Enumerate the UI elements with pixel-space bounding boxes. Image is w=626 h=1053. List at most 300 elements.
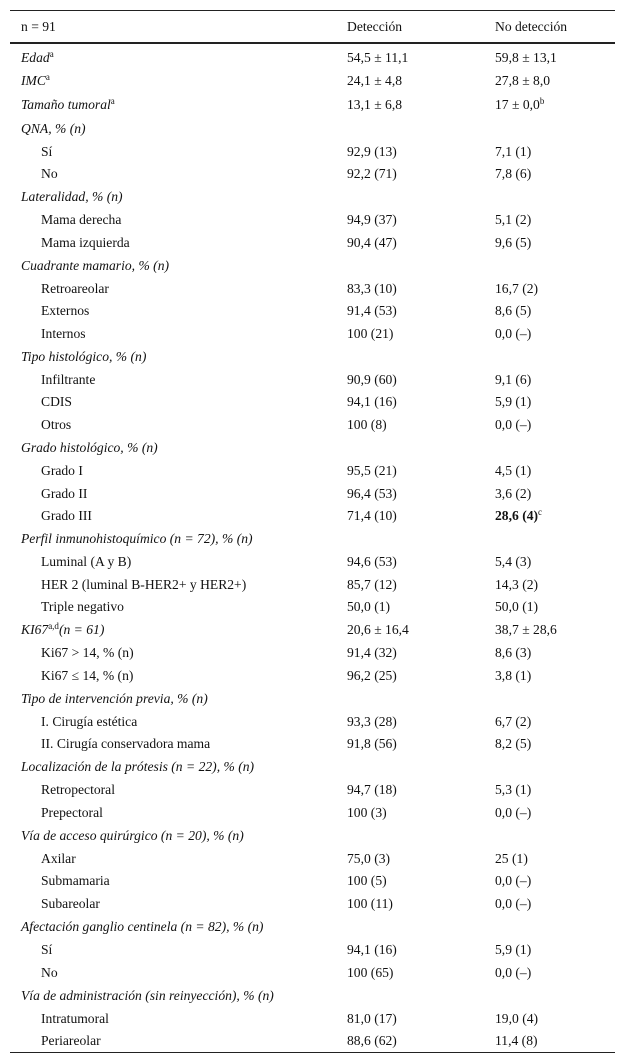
no-deteccion-value-cell <box>495 618 615 642</box>
variable-cell <box>10 300 347 323</box>
variable-cell <box>10 642 347 665</box>
variable-cell <box>10 117 347 141</box>
deteccion-value-cell <box>347 70 495 94</box>
footnote-marker: c <box>538 507 543 517</box>
table-body <box>10 43 615 1052</box>
deteccion-value: 93,3 (28) <box>347 713 397 729</box>
no-deteccion-value: 5,3 (1) <box>495 782 532 798</box>
footnote-marker: b <box>539 95 545 106</box>
variable-label: Subareolar <box>41 895 100 911</box>
variable-cell <box>10 436 347 460</box>
table-row <box>10 939 615 962</box>
variable-label: Lateralidad, % (n) <box>21 189 123 205</box>
deteccion-value-cell <box>347 505 495 528</box>
no-deteccion-value: 59,8 ± 13,1 <box>495 49 557 65</box>
category-row <box>10 915 615 939</box>
deteccion-value: 90,4 (47) <box>347 234 397 250</box>
deteccion-value-cell <box>347 711 495 734</box>
variable-label: Infiltrante <box>41 371 96 387</box>
deteccion-value-cell <box>347 596 495 619</box>
table-row <box>10 596 615 619</box>
variable-label: CDIS <box>41 394 72 410</box>
header-deteccion: Detección <box>347 18 403 34</box>
table-row <box>10 140 615 163</box>
deteccion-value-cell <box>347 43 495 70</box>
deteccion-value-cell <box>347 254 495 278</box>
no-deteccion-value-cell <box>495 345 615 369</box>
variable-cell <box>10 893 347 916</box>
no-deteccion-value-cell <box>495 278 615 301</box>
table-row <box>10 231 615 254</box>
no-deteccion-value-cell <box>495 300 615 323</box>
variable-cell <box>10 140 347 163</box>
footnote-marker: a <box>49 48 54 59</box>
table-row <box>10 323 615 346</box>
deteccion-value: 91,4 (32) <box>347 645 397 661</box>
deteccion-value: 100 (11) <box>347 895 393 911</box>
no-deteccion-value: 6,7 (2) <box>495 713 532 729</box>
no-deteccion-value: 4,5 (1) <box>495 463 532 478</box>
deteccion-value: 91,4 (53) <box>347 303 397 319</box>
no-deteccion-value-cell <box>495 209 615 232</box>
variable-label: Mama derecha <box>41 212 122 228</box>
variable-label: IMC <box>21 73 46 89</box>
no-deteccion-value-cell <box>495 848 615 871</box>
deteccion-value-cell <box>347 369 495 392</box>
no-deteccion-value-cell <box>495 687 615 711</box>
variable-label: Ki67 ≤ 14, % (n) <box>41 667 134 683</box>
deteccion-value: 20,6 ± 16,4 <box>347 622 409 638</box>
category-row <box>10 618 615 642</box>
table-header <box>10 11 615 44</box>
no-deteccion-value: 8,2 (5) <box>495 736 532 752</box>
deteccion-value: 100 (65) <box>347 964 394 980</box>
category-row <box>10 254 615 278</box>
variable-cell <box>10 618 347 642</box>
category-row <box>10 345 615 369</box>
data-table-container <box>10 10 615 1053</box>
no-deteccion-value-cell <box>495 117 615 141</box>
variable-cell <box>10 527 347 551</box>
variable-label: Tamaño tumoral <box>21 96 111 112</box>
deteccion-value-cell <box>347 802 495 825</box>
variable-cell <box>10 278 347 301</box>
no-deteccion-value-cell <box>495 185 615 209</box>
no-deteccion-value: 5,9 (1) <box>495 942 532 958</box>
variable-label: Grado III <box>41 508 92 523</box>
deteccion-value: 100 (5) <box>347 873 387 889</box>
table-row <box>10 460 615 483</box>
variable-cell <box>10 984 347 1008</box>
variable-cell <box>10 687 347 711</box>
deteccion-value-cell <box>347 300 495 323</box>
variable-label: KI67 <box>21 622 49 638</box>
footnote-marker: a <box>110 95 115 106</box>
deteccion-value-cell <box>347 460 495 483</box>
no-deteccion-value-cell <box>495 527 615 551</box>
variable-label: Sí <box>41 143 53 159</box>
variable-label: Afectación ganglio centinela (n = 82), % (n) <box>21 919 264 935</box>
variable-cell <box>10 664 347 687</box>
no-deteccion-value: 0,0 (–) <box>495 325 532 341</box>
no-deteccion-value: 11,4 (8) <box>495 1032 538 1048</box>
table-row <box>10 779 615 802</box>
deteccion-value-cell <box>347 527 495 551</box>
category-row <box>10 984 615 1008</box>
deteccion-value-cell <box>347 642 495 665</box>
variable-label: Externos <box>41 303 90 319</box>
no-deteccion-value: 28,6 (4) <box>495 508 539 523</box>
no-deteccion-value-cell <box>495 369 615 392</box>
no-deteccion-value-cell <box>495 779 615 802</box>
no-deteccion-value-cell <box>495 756 615 780</box>
no-deteccion-value-cell <box>495 961 615 984</box>
deteccion-value: 94,1 (16) <box>347 942 397 958</box>
deteccion-value: 100 (21) <box>347 325 394 341</box>
deteccion-value: 13,1 ± 6,8 <box>347 96 403 112</box>
no-deteccion-value: 17 ± 0,0 <box>495 96 540 112</box>
category-row <box>10 824 615 848</box>
deteccion-value-cell <box>347 893 495 916</box>
deteccion-value-cell <box>347 323 495 346</box>
deteccion-value-cell <box>347 436 495 460</box>
variable-label: Retroareolar <box>41 280 109 296</box>
variable-cell <box>10 163 347 186</box>
no-deteccion-value-cell <box>495 984 615 1008</box>
category-row <box>10 436 615 460</box>
category-row <box>10 70 615 94</box>
no-deteccion-value-cell <box>495 436 615 460</box>
deteccion-value-cell <box>347 140 495 163</box>
deteccion-value-cell <box>347 984 495 1008</box>
no-deteccion-value: 0,0 (–) <box>495 895 532 911</box>
deteccion-value-cell <box>347 915 495 939</box>
variable-cell <box>10 939 347 962</box>
no-deteccion-value-cell <box>495 460 615 483</box>
table-row <box>10 482 615 505</box>
deteccion-value: 50,0 (1) <box>347 599 391 615</box>
no-deteccion-value-cell <box>495 323 615 346</box>
no-deteccion-value-cell <box>495 733 615 756</box>
no-deteccion-value: 5,9 (1) <box>495 394 532 410</box>
deteccion-value: 75,0 (3) <box>347 850 391 866</box>
deteccion-value: 91,8 (56) <box>347 736 397 752</box>
category-row <box>10 527 615 551</box>
deteccion-value: 88,6 (62) <box>347 1032 397 1048</box>
variable-cell <box>10 43 347 70</box>
table-row <box>10 163 615 186</box>
variable-label: Perfil inmunohistoquímico (n = 72), % (n) <box>21 531 253 547</box>
deteccion-value: 71,4 (10) <box>347 508 397 523</box>
no-deteccion-value-cell <box>495 915 615 939</box>
no-deteccion-value-cell <box>495 939 615 962</box>
table-row <box>10 573 615 596</box>
variable-cell <box>10 323 347 346</box>
variable-label: Vía de administración (sin reinyección), % (n) <box>21 987 274 1003</box>
deteccion-value-cell <box>347 939 495 962</box>
deteccion-value-cell <box>347 93 495 117</box>
deteccion-value: 94,1 (16) <box>347 394 397 410</box>
no-deteccion-value-cell <box>495 596 615 619</box>
variable-label: II. Cirugía conservadora mama <box>41 736 211 752</box>
deteccion-value: 85,7 (12) <box>347 576 397 592</box>
variable-label: Luminal (A y B) <box>41 554 132 570</box>
no-deteccion-value-cell <box>495 893 615 916</box>
deteccion-value-cell <box>347 482 495 505</box>
table-row <box>10 1030 615 1053</box>
table-row <box>10 802 615 825</box>
deteccion-value-cell <box>347 209 495 232</box>
variable-label: Retropectoral <box>41 782 115 798</box>
deteccion-value: 81,0 (17) <box>347 1010 397 1026</box>
deteccion-value: 100 (3) <box>347 804 387 820</box>
variable-cell <box>10 573 347 596</box>
no-deteccion-value: 3,8 (1) <box>495 667 532 683</box>
variable-cell <box>10 779 347 802</box>
deteccion-value: 94,6 (53) <box>347 554 397 570</box>
deteccion-value-cell <box>347 870 495 893</box>
no-deteccion-value: 9,6 (5) <box>495 234 532 250</box>
deteccion-value: 90,9 (60) <box>347 371 397 387</box>
variable-label: No <box>41 166 58 182</box>
no-deteccion-value-cell <box>495 482 615 505</box>
deteccion-value-cell <box>347 1030 495 1053</box>
deteccion-value-cell <box>347 231 495 254</box>
deteccion-value: 92,9 (13) <box>347 143 397 159</box>
variable-cell <box>10 824 347 848</box>
variable-cell <box>10 802 347 825</box>
no-deteccion-value: 8,6 (3) <box>495 645 532 661</box>
variable-cell <box>10 848 347 871</box>
footnote-marker: a <box>45 72 50 83</box>
variable-cell <box>10 70 347 94</box>
variable-label: Sí <box>41 942 53 958</box>
variable-label: QNA, % (n) <box>21 120 86 136</box>
no-deteccion-value: 0,0 (–) <box>495 964 532 980</box>
variable-label: Grado I <box>41 463 83 478</box>
deteccion-value: 100 (8) <box>347 416 387 432</box>
variable-cell <box>10 961 347 984</box>
variable-cell <box>10 254 347 278</box>
variable-cell <box>10 391 347 414</box>
deteccion-value-cell <box>347 573 495 596</box>
variable-label: Localización de la prótesis (n = 22), % (n) <box>21 759 255 775</box>
table-row <box>10 733 615 756</box>
no-deteccion-value: 14,3 (2) <box>495 576 539 592</box>
table-row <box>10 848 615 871</box>
variable-label: Tipo histológico, % (n) <box>21 348 147 364</box>
variable-cell <box>10 460 347 483</box>
no-deteccion-value-cell <box>495 140 615 163</box>
deteccion-value-cell <box>347 185 495 209</box>
deteccion-value-cell <box>347 756 495 780</box>
no-deteccion-value-cell <box>495 824 615 848</box>
variable-label: Triple negativo <box>41 599 124 615</box>
deteccion-value-cell <box>347 414 495 437</box>
category-row <box>10 185 615 209</box>
no-deteccion-value: 0,0 (–) <box>495 873 532 889</box>
variable-cell <box>10 596 347 619</box>
deteccion-value-cell <box>347 278 495 301</box>
no-deteccion-value-cell <box>495 391 615 414</box>
deteccion-value-cell <box>347 1007 495 1030</box>
table-row <box>10 664 615 687</box>
variable-cell <box>10 505 347 528</box>
table-row <box>10 961 615 984</box>
variable-label: Cuadrante mamario, % (n) <box>21 257 170 273</box>
variable-label-suffix: (n = 61) <box>58 622 105 638</box>
deteccion-value: 94,9 (37) <box>347 212 397 228</box>
variable-cell <box>10 756 347 780</box>
table-row <box>10 414 615 437</box>
no-deteccion-value-cell <box>495 43 615 70</box>
no-deteccion-value-cell <box>495 414 615 437</box>
category-row <box>10 687 615 711</box>
variable-label: Submamaria <box>41 873 110 889</box>
no-deteccion-value: 7,1 (1) <box>495 143 532 159</box>
variable-cell <box>10 915 347 939</box>
variable-label: No <box>41 964 58 980</box>
table-row <box>10 870 615 893</box>
variable-cell <box>10 345 347 369</box>
deteccion-value: 96,2 (25) <box>347 667 397 683</box>
table-row <box>10 505 615 528</box>
no-deteccion-value-cell <box>495 664 615 687</box>
no-deteccion-value-cell <box>495 70 615 94</box>
deteccion-value-cell <box>347 117 495 141</box>
no-deteccion-value: 7,8 (6) <box>495 166 532 182</box>
table-row <box>10 278 615 301</box>
variable-label: Tipo de intervención previa, % (n) <box>21 690 208 706</box>
no-deteccion-value: 5,4 (3) <box>495 554 532 570</box>
variable-label: Mama izquierda <box>41 234 130 250</box>
variable-cell <box>10 482 347 505</box>
deteccion-value-cell <box>347 848 495 871</box>
deteccion-value-cell <box>347 345 495 369</box>
no-deteccion-value-cell <box>495 1030 615 1053</box>
table-row <box>10 893 615 916</box>
category-row <box>10 756 615 780</box>
table-row <box>10 209 615 232</box>
deteccion-value-cell <box>347 687 495 711</box>
deteccion-value-cell <box>347 961 495 984</box>
variable-cell <box>10 231 347 254</box>
deteccion-value: 95,5 (21) <box>347 463 397 478</box>
no-deteccion-value-cell <box>495 1007 615 1030</box>
no-deteccion-value-cell <box>495 505 615 528</box>
deteccion-value-cell <box>347 163 495 186</box>
variable-label: Axilar <box>41 850 76 866</box>
variable-label: Intratumoral <box>41 1010 109 1026</box>
deteccion-value: 54,5 ± 11,1 <box>347 49 409 65</box>
no-deteccion-value-cell <box>495 573 615 596</box>
no-deteccion-value-cell <box>495 711 615 734</box>
deteccion-value-cell <box>347 551 495 574</box>
variable-label: Vía de acceso quirúrgico (n = 20), % (n) <box>21 827 244 843</box>
variable-label: Otros <box>41 416 72 432</box>
variable-cell <box>10 1030 347 1053</box>
variable-cell <box>10 733 347 756</box>
no-deteccion-value-cell <box>495 802 615 825</box>
header-n-total: n = 91 <box>21 18 56 34</box>
variable-label: Ki67 > 14, % (n) <box>41 645 134 661</box>
variable-label: Prepectoral <box>41 804 103 820</box>
no-deteccion-value: 0,0 (–) <box>495 416 532 432</box>
no-deteccion-value-cell <box>495 93 615 117</box>
no-deteccion-value: 5,1 (2) <box>495 212 532 228</box>
table-row <box>10 369 615 392</box>
table-row <box>10 711 615 734</box>
no-deteccion-value-cell <box>495 642 615 665</box>
no-deteccion-value-cell <box>495 231 615 254</box>
data-table <box>10 10 615 1053</box>
table-row <box>10 300 615 323</box>
variable-cell <box>10 870 347 893</box>
deteccion-value: 92,2 (71) <box>347 166 397 182</box>
deteccion-value: 96,4 (53) <box>347 485 397 501</box>
deteccion-value-cell <box>347 824 495 848</box>
deteccion-value-cell <box>347 779 495 802</box>
table-row <box>10 642 615 665</box>
deteccion-value-cell <box>347 664 495 687</box>
deteccion-value-cell <box>347 733 495 756</box>
table-row <box>10 551 615 574</box>
variable-cell <box>10 1007 347 1030</box>
no-deteccion-value: 19,0 (4) <box>495 1010 539 1026</box>
no-deteccion-value: 50,0 (1) <box>495 599 539 615</box>
variable-cell <box>10 185 347 209</box>
deteccion-value: 94,7 (18) <box>347 782 397 798</box>
category-row <box>10 93 615 117</box>
footnote-marker: a,d <box>48 621 59 632</box>
deteccion-value-cell <box>347 618 495 642</box>
header-no-deteccion: No detección <box>495 18 568 34</box>
variable-cell <box>10 711 347 734</box>
variable-cell <box>10 93 347 117</box>
no-deteccion-value: 27,8 ± 8,0 <box>495 73 551 89</box>
variable-label: Periareolar <box>41 1032 101 1048</box>
variable-cell <box>10 551 347 574</box>
no-deteccion-value-cell <box>495 551 615 574</box>
table-row <box>10 1007 615 1030</box>
deteccion-value: 83,3 (10) <box>347 280 397 296</box>
no-deteccion-value: 8,6 (5) <box>495 303 532 319</box>
no-deteccion-value: 25 (1) <box>495 850 528 866</box>
table-row <box>10 391 615 414</box>
no-deteccion-value: 3,6 (2) <box>495 485 532 501</box>
deteccion-value: 24,1 ± 4,8 <box>347 73 403 89</box>
header-row <box>10 11 615 44</box>
variable-cell <box>10 209 347 232</box>
variable-cell <box>10 369 347 392</box>
no-deteccion-value: 0,0 (–) <box>495 804 532 820</box>
no-deteccion-value-cell <box>495 254 615 278</box>
no-deteccion-value: 38,7 ± 28,6 <box>495 622 557 638</box>
variable-label: Grado histológico, % (n) <box>21 439 158 455</box>
variable-cell <box>10 414 347 437</box>
variable-label: Edad <box>21 49 50 65</box>
no-deteccion-value: 16,7 (2) <box>495 280 539 296</box>
category-row <box>10 43 615 70</box>
category-row <box>10 117 615 141</box>
no-deteccion-value-cell <box>495 870 615 893</box>
no-deteccion-value: 9,1 (6) <box>495 371 532 387</box>
variable-label: Internos <box>41 325 86 341</box>
variable-label: Grado II <box>41 485 88 501</box>
variable-label: I. Cirugía estética <box>41 713 138 729</box>
no-deteccion-value-cell <box>495 163 615 186</box>
deteccion-value-cell <box>347 391 495 414</box>
